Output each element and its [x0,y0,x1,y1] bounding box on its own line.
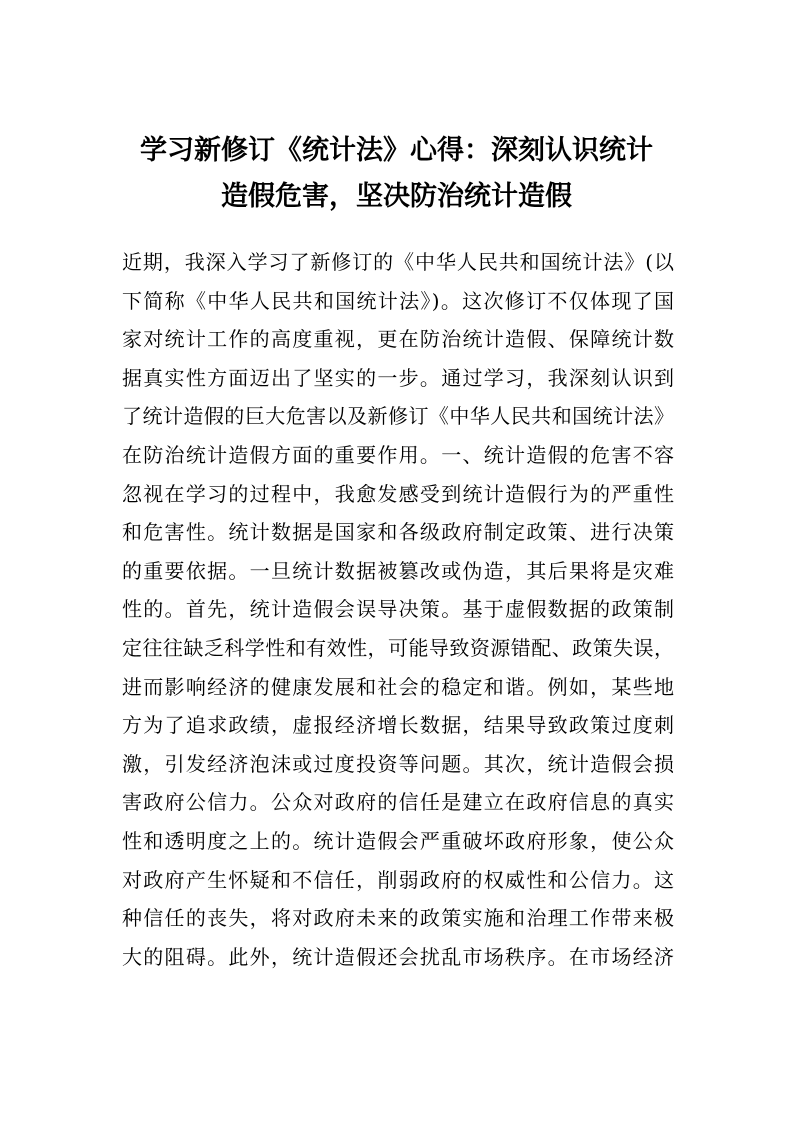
body-line: 下简称《中华人民共和国统计法》)。这次修订不仅体现了国 [122,288,674,313]
body-line: 定往往缺乏科学性和有效性，可能导致资源错配、政策失误， [122,635,674,660]
body-line: 种信任的丧失，将对政府未来的政策实施和治理工作带来极 [122,906,674,931]
body-line: 进而影响经济的健康发展和社会的稳定和谐。例如，某些地 [122,674,674,699]
body-line: 据真实性方面迈出了坚实的一步。通过学习，我深刻认识到 [122,365,674,390]
body-line: 激，引发经济泡沫或过度投资等问题。其次，统计造假会损 [122,751,674,776]
body-line: 家对统计工作的高度重视，更在防治统计造假、保障统计数 [122,327,674,352]
body-line: 忽视在学习的过程中，我愈发感受到统计造假行为的严重性 [122,481,674,506]
body-line: 和危害性。统计数据是国家和各级政府制定政策、进行决策 [122,520,674,545]
body-line: 对政府产生怀疑和不信任，削弱政府的权威性和公信力。这 [122,867,674,892]
document-title-line-2: 造假危害，坚决防治统计造假 [221,181,572,212]
body-line: 性的。首先，统计造假会误导决策。基于虚假数据的政策制 [122,597,674,622]
body-line: 大的阻碍。此外，统计造假还会扰乱市场秩序。在市场经济 [122,944,674,969]
body-line: 的重要依据。一旦统计数据被篡改或伪造，其后果将是灾难 [122,558,674,583]
body-line: 性和透明度之上的。统计造假会严重破坏政府形象，使公众 [122,828,674,853]
document-body [122,243,674,976]
body-line: 了统计造假的巨大危害以及新修订《中华人民共和国统计法》 [122,404,674,429]
body-line: 近期，我深入学习了新修订的《中华人民共和国统计法》(以 [122,250,674,274]
body-line: 害政府公信力。公众对政府的信任是建立在政府信息的真实 [122,790,674,815]
document-title-line-1: 学习新修订《统计法》心得：深刻认识统计 [140,135,653,166]
body-line: 在防治统计造假方面的重要作用。一、统计造假的危害不容 [122,442,674,467]
body-line: 方为了追求政绩，虚报经济增长数据，结果导致政策过度刺 [122,713,674,738]
